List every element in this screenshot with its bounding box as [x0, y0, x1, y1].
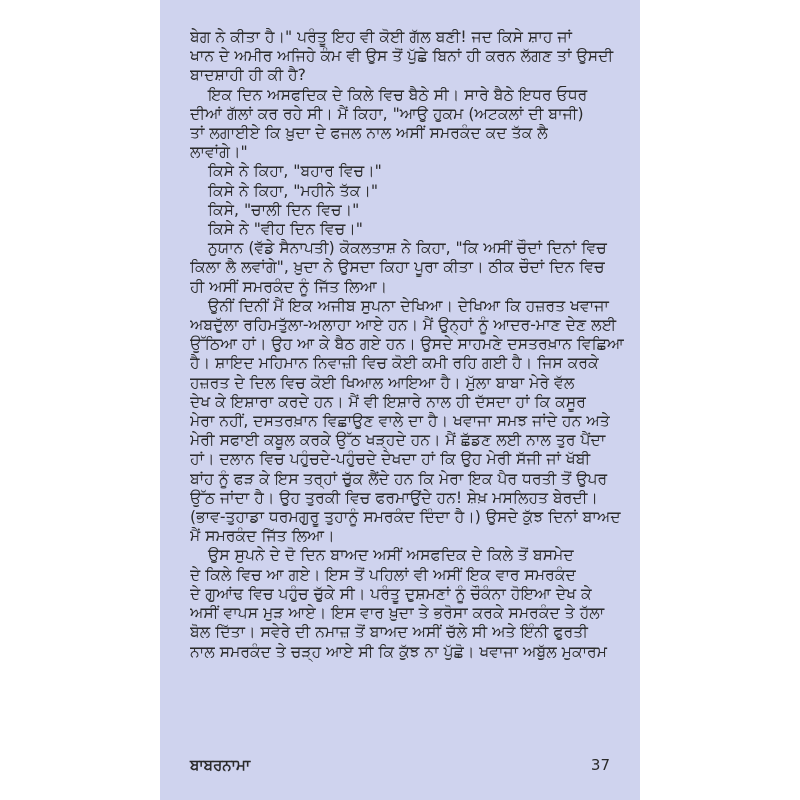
- text-line: ਉੱਠਿਆ ਹਾਂ। ਉਹ ਆ ਕੇ ਬੈਠ ਗਏ ਹਨ। ਉਸਦੇ ਸਾਹਮਣੇ ਦਸਤਰਖ਼ਾਨ ਵਿਛਿਆ: [190, 335, 624, 354]
- text-line: ਅਬਦੁੱਲਾ ਰਹਿਮਤੁੱਲਾ-ਅਲਾਹਾ ਆਏ ਹਨ। ਮੈਂ ਉਨ੍ਹਾਂ ਨੂੰ ਆਦਰ-ਮਾਣ ਦੇਣ ਲਈ: [190, 316, 617, 335]
- page-number: 37: [590, 756, 610, 774]
- text-line: (ਭਾਵ-ਤੁਹਾਡਾ ਧਰਮਗੁਰੂ ਤੁਹਾਨੂੰ ਸਮਰਕੰਦ ਦਿੰਦਾ ਹੈ।) ਉਸਦੇ ਕੁੱਝ ਦਿਨਾਂ ਬਾਅਦ: [190, 508, 621, 527]
- text-line: ਨੁਯਾਨ (ਵੱਡੇ ਸੈਨਾਪਤੀ) ਕੋਕਲਤਾਸ਼ ਨੇ ਕਿਹਾ, "ਕਿ ਅਸੀਂ ਚੌਦਾਂ ਦਿਨਾਂ ਵਿਚ: [208, 239, 607, 258]
- text-line: ਕਿਲਾ ਲੈ ਲਵਾਂਗੇ", ਖ਼ੁਦਾ ਨੇ ਉਸਦਾ ਕਿਹਾ ਪੂਰਾ ਕੀਤਾ। ਠੀਕ ਚੌਦਾਂ ਦਿਨ ਵਿਚ: [190, 258, 605, 277]
- text-line: ਕਿਸੇ, "ਚਾਲੀ ਦਿਨ ਵਿਚ।": [208, 200, 360, 219]
- text-line: ਬੇਗ ਨੇ ਕੀਤਾ ਹੈ।" ਪਰੰਤੂ ਇਹ ਵੀ ਕੋਈ ਗੱਲ ਬਣੀ! ਜਦ ਕਿਸੇ ਸ਼ਾਹ ਜਾਂ: [190, 28, 572, 46]
- text-line: ਦੇ ਗੁਆਂਢ ਵਿਚ ਪਹੁੰਚ ਚੁੱਕੇ ਸੀ। ਪਰੰਤੂ ਦੁਸ਼ਮਣਾਂ ਨੂੰ ਚੌਕੰਨਾ ਹੋਇਆ ਦੇਖ ਕੇ: [190, 584, 592, 603]
- text-line: ਦੀਆਂ ਗੱਲਾਂ ਕਰ ਰਹੇ ਸੀ। ਮੈਂ ਕਿਹਾ, "ਆਉ ਹੁਕਮ (ਅਟਕਲਾਂ ਦੀ ਬਾਜੀ): [190, 104, 584, 123]
- text-line: ਹਾਂ। ਦਲਾਨ ਵਿਚ ਪਹੁੰਚਦੇ-ਪਹੁੰਚਦੇ ਦੇਖਦਾ ਹਾਂ ਕਿ ਉਹ ਮੇਰੀ ਸੱਜੀ ਜਾਂ ਖੱਬੀ: [190, 450, 591, 469]
- text-line: ਹਜ਼ਰਤ ਦੇ ਦਿਲ ਵਿਚ ਕੋਈ ਖਿਆਲ ਆਇਆ ਹੈ। ਮੁੱਲਾ ਬਾਬਾ ਮੇਰੇ ਵੱਲ: [190, 373, 575, 392]
- text-line: ਲਾਵਾਂਗੇ।": [190, 143, 248, 162]
- text-line: ਬਾਂਹ ਨੂੰ ਫੜ ਕੇ ਇਸ ਤਰ੍ਹਾਂ ਚੁੱਕ ਲੈਂਦੇ ਹਨ ਕਿ ਮੇਰਾ ਇਕ ਪੈਰ ਧਰਤੀ ਤੋਂ ਉਪਰ: [190, 469, 608, 488]
- text-line: ਇਕ ਦਿਨ ਅਸਫਦਿਕ ਦੇ ਕਿਲੇ ਵਿਚ ਬੈਠੇ ਸੀ। ਸਾਰੇ ਬੈਠੇ ਇਧਰ ਓਧਰ: [208, 85, 588, 104]
- text-line: ਦੇ ਕਿਲੇ ਵਿਚ ਆ ਗਏ। ਇਸ ਤੋਂ ਪਹਿਲਾਂ ਵੀ ਅਸੀਂ ਇਕ ਵਾਰ ਸਮਰਕੰਦ: [190, 565, 576, 584]
- text-line: ਨਾਲ ਸਮਰਕੰਦ ਤੇ ਚੜ੍ਹ ਆਏ ਸੀ ਕਿ ਕੁੱਝ ਨਾ ਪੁੱਛੋ। ਖਵਾਜਾ ਅਬੁੱਲ ਮੁਕਾਰਮ: [190, 642, 607, 661]
- text-line: ਕਿਸੇ ਨੇ ਕਿਹਾ, "ਮਹੀਨੇ ਤੱਕ।": [208, 181, 379, 200]
- text-line: ਉਨੀਂ ਦਿਨੀਂ ਮੈਂ ਇਕ ਅਜੀਬ ਸੁਪਨਾ ਦੇਖਿਆ। ਦੇਖਿਆ ਕਿ ਹਜ਼ਰਤ ਖਵਾਜਾ: [208, 296, 609, 315]
- text-line: ਹੈ। ਸ਼ਾਇਦ ਮਹਿਮਾਨ ਨਿਵਾਜ਼ੀ ਵਿਚ ਕੋਈ ਕਮੀ ਰਹਿ ਗਈ ਹੈ। ਜਿਸ ਕਰਕੇ: [190, 354, 599, 373]
- text-line: ਹੀ ਅਸੀਂ ਸਮਰਕੰਦ ਨੂੰ ਜਿੱਤ ਲਿਆ।: [190, 277, 388, 296]
- text-line: ਉੱਠ ਜਾਂਦਾ ਹੈ। ਉਹ ਤੁਰਕੀ ਵਿਚ ਫਰਮਾਉਂਦੇ ਹਨ! ਸ਼ੇਖ਼ ਮਸਲਿਹਤ ਬੇਰਦੀ।: [190, 488, 598, 507]
- text-line: ਕਿਸੇ ਨੇ ਕਿਹਾ, "ਬਹਾਰ ਵਿਚ।": [208, 162, 382, 181]
- text-line: ਖਾਨ ਦੇ ਅਮੀਰ ਅਜਿਹੇ ਕੰਮ ਵੀ ਉਸ ਤੋਂ ਪੁੱਛੇ ਬਿਨਾਂ ਹੀ ਕਰਨ ਲੱਗਣ ਤਾਂ ਉਸਦੀ: [190, 47, 614, 66]
- text-line: ਅਸੀਂ ਵਾਪਸ ਮੁੜ ਆਏ। ਇਸ ਵਾਰ ਖ਼ੁਦਾ ਤੇ ਭਰੋਸਾ ਕਰਕੇ ਸਮਰਕੰਦ ਤੇ ਹੱਲਾ: [190, 604, 605, 623]
- running-title: ਬਾਬਰਨਾਮਾ: [190, 756, 251, 774]
- book-page: [160, 0, 640, 800]
- text-line: ਤਾਂ ਲਗਾਈਏ ਕਿ ਖ਼ੁਦਾ ਦੇ ਫਜਲ ਨਾਲ ਅਸੀਂ ਸਮਰਕੰਦ ਕਦ ਤੱਕ ਲੈ: [190, 124, 548, 143]
- text-line: ਕਿਸੇ ਨੇ "ਵੀਹ ਦਿਨ ਵਿਚ।": [208, 220, 363, 239]
- text-line: ਉਸ ਸੁਪਨੇ ਦੇ ਦੋ ਦਿਨ ਬਾਅਦ ਅਸੀਂ ਅਸਫਦਿਕ ਦੇ ਕਿਲੇ ਤੋਂ ਬਸਮੇਦ: [208, 546, 574, 565]
- text-line: ਮੇਰੀ ਸਫਾਈ ਕਬੂਲ ਕਰਕੇ ਉੱਠ ਖੜ੍ਹਦੇ ਹਨ। ਮੈਂ ਛੱਡਣ ਲਈ ਨਾਲ ਤੁਰ ਪੈਂਦਾ: [190, 431, 606, 450]
- page-footer: [190, 756, 610, 774]
- text-line: ਬਾਦਸ਼ਾਹੀ ਹੀ ਕੀ ਹੈ?: [190, 66, 306, 85]
- text-line: ਮੈਂ ਸਮਰਕੰਦ ਜਿੱਤ ਲਿਆ।: [190, 527, 335, 546]
- text-line: ਦੇਖ ਕੇ ਇਸ਼ਾਰਾ ਕਰਦੇ ਹਨ। ਮੈਂ ਵੀ ਇਸ਼ਾਰੇ ਨਾਲ ਹੀ ਦੱਸਦਾ ਹਾਂ ਕਿ ਕਸੂਰ: [190, 392, 586, 411]
- text-line: ਮੇਰਾ ਨਹੀਂ, ਦਸਤਰਖ਼ਾਨ ਵਿਛਾਉਣ ਵਾਲੇ ਦਾ ਹੈ। ਖਵਾਜਾ ਸਮਝ ਜਾਂਦੇ ਹਨ ਅਤੇ: [190, 412, 610, 431]
- text-line: ਬੋਲ ਦਿੱਤਾ। ਸਵੇਰੇ ਦੀ ਨਮਾਜ਼ ਤੋਂ ਬਾਅਦ ਅਸੀਂ ਚੱਲੇ ਸੀ ਅਤੇ ਇੰਨੀ ਫੁਰਤੀ: [190, 623, 588, 642]
- page-body-text: [190, 28, 626, 662]
